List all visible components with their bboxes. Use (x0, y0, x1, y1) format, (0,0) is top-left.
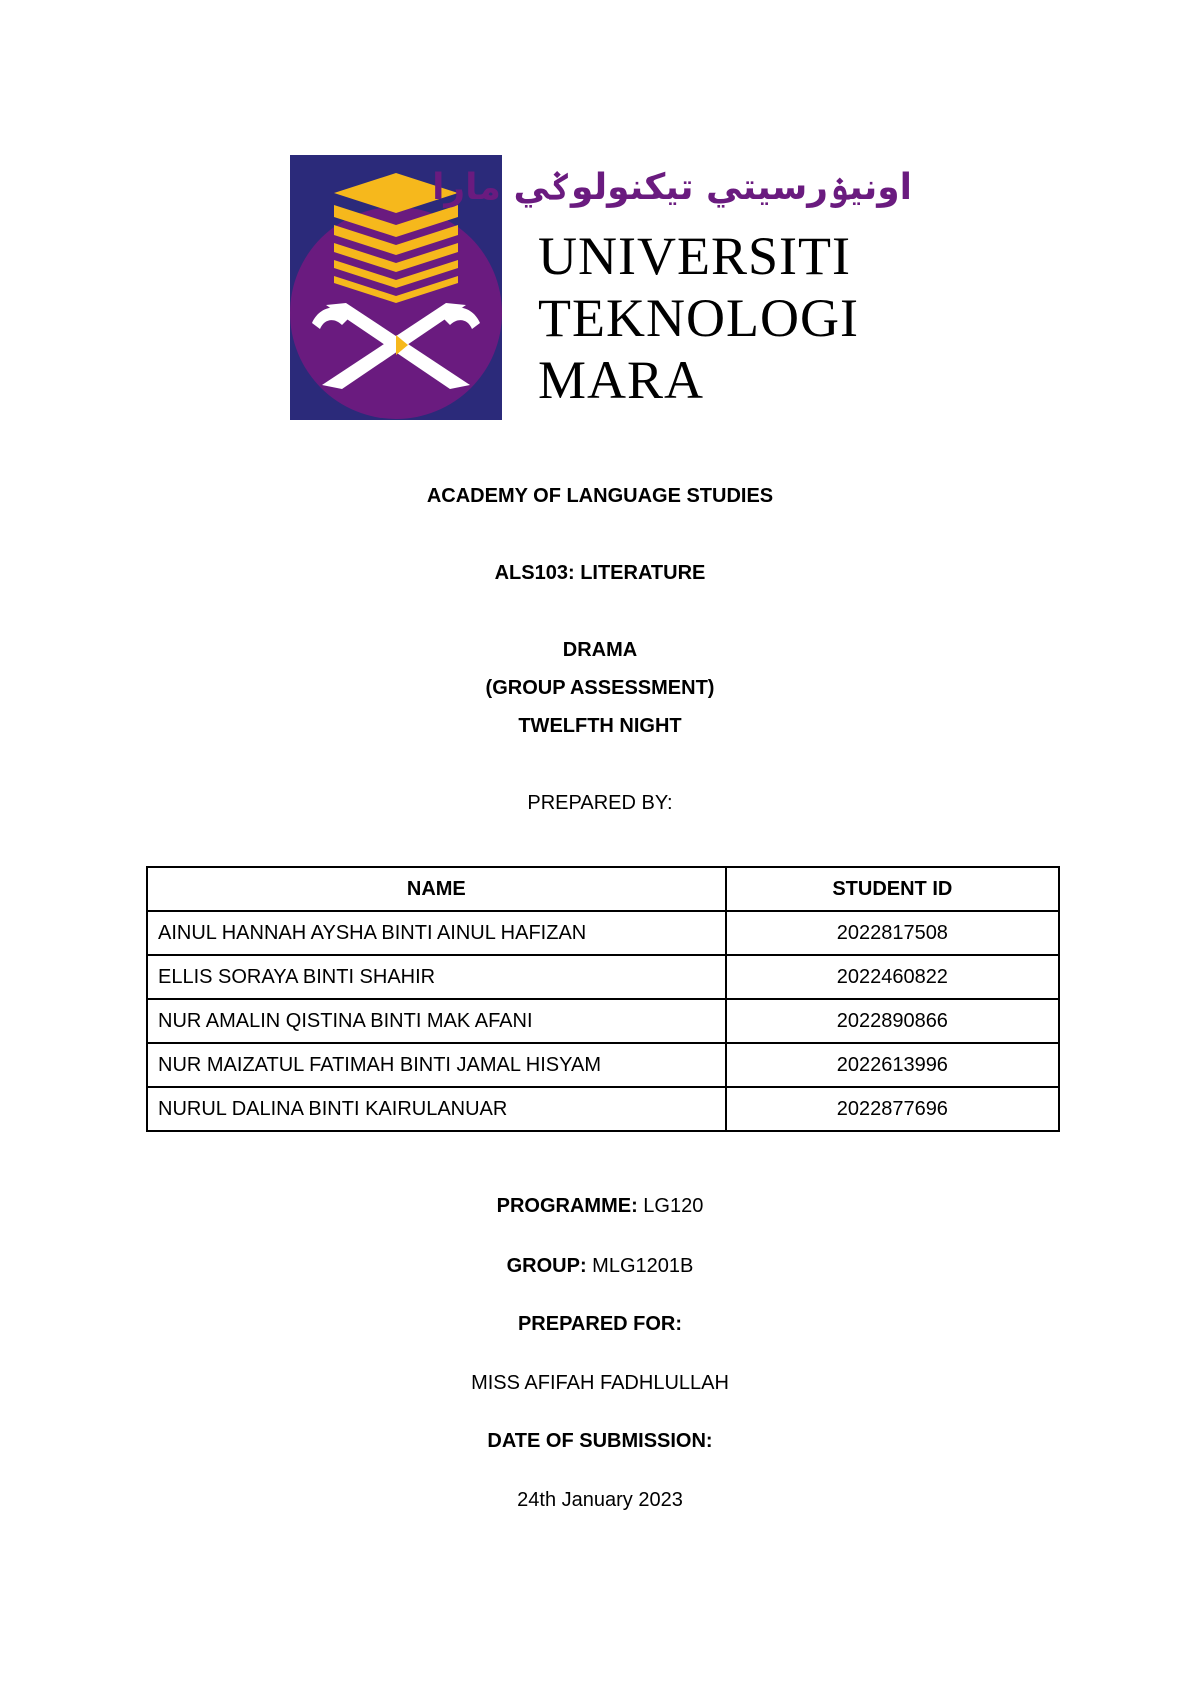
programme-label: PROGRAMME: (496, 1195, 638, 1217)
member-student-id: 2022890866 (726, 999, 1059, 1043)
jawi-text: اونيۏرسيتي تيكنولوݢي مارا (432, 167, 912, 208)
group-line (0, 1254, 1200, 1278)
group-label: GROUP: (506, 1255, 587, 1277)
members-table (146, 866, 1060, 1132)
table-row (147, 911, 1059, 955)
course-heading: ALS103: LITERATURE (494, 562, 706, 584)
prepared-for-label: PREPARED FOR: (517, 1313, 683, 1335)
table-row (147, 955, 1059, 999)
logo-line-universiti: UNIVERSITI (538, 226, 851, 286)
member-student-id: 2022817508 (726, 911, 1059, 955)
member-name: NURUL DALINA BINTI KAIRULANUAR (147, 1087, 726, 1131)
column-header-student-id: STUDENT ID (726, 867, 1059, 911)
member-student-id: 2022877696 (726, 1087, 1059, 1131)
logo-line-teknologi: TEKNOLOGI (538, 288, 859, 348)
member-name: NUR MAIZATUL FATIMAH BINTI JAMAL HISYAM (147, 1043, 726, 1087)
programme-value: LG120 (637, 1195, 704, 1217)
title-heading: TWELFTH NIGHT (518, 715, 682, 737)
date-of-submission-label: DATE OF SUBMISSION: (487, 1430, 713, 1452)
university-name (538, 225, 859, 411)
date-of-submission-value: 24th January 2023 (517, 1489, 683, 1511)
member-student-id: 2022460822 (726, 955, 1059, 999)
group-value: MLG1201B (586, 1255, 694, 1277)
university-logo (290, 155, 920, 425)
academy-heading: ACADEMY OF LANGUAGE STUDIES (426, 485, 774, 507)
table-header-row (147, 867, 1059, 911)
jawi-script-logo (432, 155, 915, 215)
logo-line-mara: MARA (538, 350, 705, 410)
member-name: ELLIS SORAYA BINTI SHAHIR (147, 955, 726, 999)
genre-heading: DRAMA (562, 639, 638, 661)
member-name: AINUL HANNAH AYSHA BINTI AINUL HAFIZAN (147, 911, 726, 955)
table-row (147, 1087, 1059, 1131)
prepared-by-label: PREPARED BY: (527, 792, 673, 814)
member-student-id: 2022613996 (726, 1043, 1059, 1087)
lecturer-name: MISS AFIFAH FADHLULLAH (471, 1372, 729, 1394)
table-row (147, 1043, 1059, 1087)
member-name: NUR AMALIN QISTINA BINTI MAK AFANI (147, 999, 726, 1043)
assessment-heading: (GROUP ASSESSMENT) (485, 677, 715, 699)
column-header-name: NAME (147, 867, 726, 911)
programme-line (0, 1194, 1200, 1218)
table-row (147, 999, 1059, 1043)
